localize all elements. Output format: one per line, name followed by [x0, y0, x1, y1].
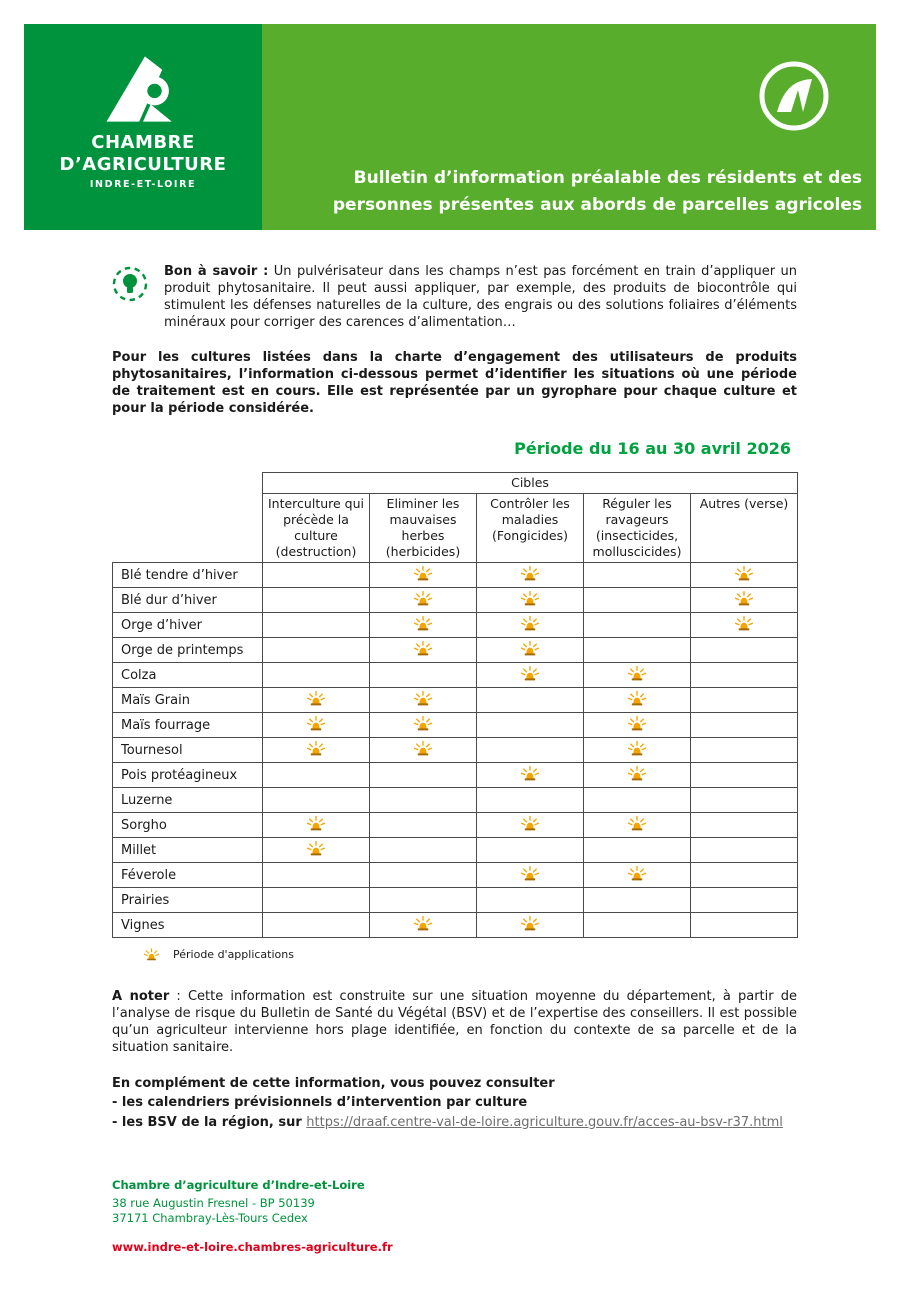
culture-name: Pois protéagineux	[113, 763, 263, 788]
gyrophare-icon	[307, 741, 325, 756]
gyrophare-icon	[735, 566, 753, 581]
gyrophare-icon	[628, 666, 646, 681]
complement-line2-prefix: - les BSV de la région, sur	[112, 1114, 307, 1130]
empty-cell	[263, 588, 370, 613]
empty-cell	[477, 688, 584, 713]
gyrophare-icon	[521, 816, 539, 831]
culture-name: Féverole	[113, 863, 263, 888]
gyrophare-icon	[414, 641, 432, 656]
footer-address1: 38 rue Augustin Fresnel - BP 50139	[112, 1195, 315, 1210]
culture-name: Blé tendre d’hiver	[113, 563, 263, 588]
gyrophare-icon	[414, 691, 432, 706]
empty-cell	[263, 563, 370, 588]
bsv-link[interactable]: https://draaf.centre-val-de-loire.agriculture.gouv.fr/acces-au-bsv-r37.html	[306, 1114, 783, 1130]
gyrophare-cell	[477, 638, 584, 663]
blank-corner-cell	[113, 473, 263, 494]
empty-cell	[263, 863, 370, 888]
gyrophare-cell	[477, 913, 584, 938]
gyrophare-cell	[477, 813, 584, 838]
brand-block	[24, 24, 262, 230]
table-row	[113, 688, 798, 713]
empty-cell	[263, 638, 370, 663]
gyrophare-cell	[477, 588, 584, 613]
cibles-header: Cibles	[263, 473, 798, 494]
empty-cell	[263, 888, 370, 913]
spray-badge-icon	[758, 60, 830, 132]
gyrophare-cell	[584, 713, 691, 738]
gyrophare-cell	[370, 638, 477, 663]
gyrophare-cell	[584, 688, 691, 713]
gyrophare-icon	[521, 591, 539, 606]
culture-name: Millet	[113, 838, 263, 863]
column-header: Réguler les ravageurs (insecticides, molluscicides)	[584, 494, 691, 563]
gyrophare-icon	[414, 741, 432, 756]
org-name-line1: CHAMBRE	[91, 132, 195, 153]
gyrophare-icon	[735, 591, 753, 606]
empty-cell	[370, 763, 477, 788]
empty-cell	[477, 713, 584, 738]
bon-a-savoir-paragraph	[164, 264, 797, 332]
note-text: : Cette information est construite sur une situation moyenne du département, à partir de l’analyse de risque du Bulletin de Santé du Végétal (BSV) et de l’expertise des conseillers. Il est possible qu’un agriculteur intervienne hors plage identifiée, en fonction du contexte de sa parcelle et de la situation sanitaire.	[112, 989, 798, 1055]
footer-address2: 37171 Chambray-Lès-Tours Cedex	[112, 1211, 308, 1226]
empty-cell	[370, 663, 477, 688]
empty-cell	[691, 788, 798, 813]
gyrophare-cell	[584, 763, 691, 788]
table-row	[113, 588, 798, 613]
gyrophare-cell	[477, 663, 584, 688]
gyrophare-icon	[414, 566, 432, 581]
empty-cell	[691, 863, 798, 888]
bulletin-title	[302, 165, 862, 218]
empty-cell	[691, 888, 798, 913]
gyrophare-cell	[691, 613, 798, 638]
complement-line2	[112, 1113, 797, 1133]
header-banner	[262, 24, 876, 230]
gyrophare-icon	[521, 641, 539, 656]
org-region: INDRE-ET-LOIRE	[89, 179, 197, 191]
legend-gyrophare-icon	[144, 948, 159, 961]
culture-name: Maïs Grain	[113, 688, 263, 713]
gyrophare-icon	[307, 691, 325, 706]
gyrophare-icon	[521, 866, 539, 881]
empty-cell	[691, 713, 798, 738]
gyrophare-icon	[414, 591, 432, 606]
gyrophare-icon	[735, 616, 753, 631]
gyrophare-icon	[307, 716, 325, 731]
empty-cell	[691, 913, 798, 938]
table-row	[113, 663, 798, 688]
gyrophare-cell	[263, 738, 370, 763]
bulletin-title-line2: personnes présentes aux abords de parcelles agricoles	[332, 194, 862, 215]
cibles-header-row	[113, 473, 798, 494]
culture-name: Prairies	[113, 888, 263, 913]
gyrophare-cell	[370, 563, 477, 588]
gyrophare-icon	[628, 691, 646, 706]
empty-cell	[691, 738, 798, 763]
gyrophare-cell	[263, 813, 370, 838]
content	[112, 264, 797, 1132]
empty-cell	[370, 863, 477, 888]
gyrophare-icon	[414, 616, 432, 631]
chambre-agriculture-logo-icon	[95, 50, 191, 128]
gyrophare-icon	[628, 766, 646, 781]
table-row	[113, 563, 798, 588]
complement-line1: - les calendriers prévisionnels d’intervention par culture	[112, 1095, 528, 1111]
note-paragraph	[112, 989, 797, 1057]
page-header	[24, 24, 876, 230]
empty-cell	[691, 663, 798, 688]
empty-cell	[584, 913, 691, 938]
gyrophare-icon	[414, 716, 432, 731]
gyrophare-icon	[521, 666, 539, 681]
empty-cell	[691, 763, 798, 788]
gyrophare-cell	[370, 713, 477, 738]
empty-cell	[477, 738, 584, 763]
culture-name: Blé dur d’hiver	[113, 588, 263, 613]
table-row	[113, 638, 798, 663]
gyrophare-cell	[584, 738, 691, 763]
table-row	[113, 888, 798, 913]
org-name-line2: D’AGRICULTURE	[59, 153, 227, 175]
gyrophare-cell	[584, 863, 691, 888]
empty-cell	[691, 688, 798, 713]
period-heading: Période du 16 au 30 avril 2026	[514, 439, 791, 459]
gyrophare-icon	[521, 566, 539, 581]
empty-cell	[370, 788, 477, 813]
culture-name: Tournesol	[113, 738, 263, 763]
gyrophare-cell	[263, 688, 370, 713]
gyrophare-cell	[691, 588, 798, 613]
treatment-table	[112, 472, 798, 938]
empty-cell	[691, 813, 798, 838]
gyrophare-icon	[521, 616, 539, 631]
table-row	[113, 813, 798, 838]
complement-section	[112, 1074, 797, 1133]
gyrophare-cell	[370, 913, 477, 938]
gyrophare-cell	[477, 613, 584, 638]
gyrophare-icon	[307, 841, 325, 856]
empty-cell	[584, 788, 691, 813]
table-row	[113, 713, 798, 738]
lightbulb-icon	[112, 264, 164, 332]
empty-cell	[584, 613, 691, 638]
table-row	[113, 913, 798, 938]
column-header: Eliminer les mauvaises herbes (herbicides)	[370, 494, 477, 563]
gyrophare-cell	[477, 563, 584, 588]
note-label: A noter	[112, 989, 170, 1005]
empty-cell	[263, 613, 370, 638]
gyrophare-cell	[370, 613, 477, 638]
table-row	[113, 863, 798, 888]
table-row	[113, 838, 798, 863]
charte-paragraph: Pour les cultures listées dans la charte d’engagement des utilisateurs de produits phytosanitaires, l’information ci-dessous permet d’identifier les situations où une période de traitement est en cours. Elle est représentée par un gyrophare pour chaque culture et pour la période considérée.	[112, 349, 797, 417]
gyrophare-icon	[414, 916, 432, 931]
culture-name: Orge de printemps	[113, 638, 263, 663]
empty-cell	[584, 638, 691, 663]
gyrophare-icon	[628, 866, 646, 881]
empty-cell	[691, 838, 798, 863]
column-header: Interculture qui précède la culture (destruction)	[263, 494, 370, 563]
gyrophare-icon	[521, 766, 539, 781]
bulletin-title-line1: Bulletin d’information préalable des résidents et des	[353, 168, 862, 189]
culture-name: Sorgho	[113, 813, 263, 838]
gyrophare-icon	[307, 816, 325, 831]
gyrophare-cell	[584, 813, 691, 838]
culture-name: Luzerne	[113, 788, 263, 813]
culture-name: Orge d’hiver	[113, 613, 263, 638]
table-row	[113, 788, 798, 813]
table-row	[113, 738, 798, 763]
empty-cell	[370, 838, 477, 863]
empty-cell	[477, 888, 584, 913]
blank-corner-cell	[113, 494, 263, 563]
bon-a-savoir-label: Bon à savoir :	[164, 264, 269, 279]
gyrophare-icon	[628, 816, 646, 831]
footer-org-name: Chambre d’agriculture d’Indre-et-Loire	[112, 1178, 365, 1193]
gyrophare-cell	[263, 838, 370, 863]
gyrophare-cell	[477, 763, 584, 788]
empty-cell	[584, 588, 691, 613]
empty-cell	[263, 913, 370, 938]
bon-a-savoir-section	[112, 264, 797, 332]
culture-name: Colza	[113, 663, 263, 688]
culture-name: Maïs fourrage	[113, 713, 263, 738]
legend-label: Période d'applications	[173, 948, 294, 962]
empty-cell	[477, 788, 584, 813]
gyrophare-cell	[263, 713, 370, 738]
empty-cell	[477, 838, 584, 863]
empty-cell	[263, 763, 370, 788]
bon-a-savoir-text: Un pulvérisateur dans les champs n’est pas forcément en train d’appliquer un produit phytosanitaire. Il peut aussi appliquer, par exemple, des produits de biocontrôle qui stimulent les défenses naturelles de la culture, des engrais ou des solutions foliaires d’éléments minéraux pour corriger des carences d’alimentation…	[164, 264, 797, 330]
legend	[144, 948, 797, 961]
empty-cell	[263, 788, 370, 813]
table-row	[113, 763, 798, 788]
gyrophare-cell	[370, 688, 477, 713]
gyrophare-cell	[584, 663, 691, 688]
gyrophare-cell	[691, 563, 798, 588]
table-row	[113, 613, 798, 638]
empty-cell	[584, 888, 691, 913]
table-body	[113, 563, 798, 938]
gyrophare-cell	[370, 738, 477, 763]
empty-cell	[584, 563, 691, 588]
empty-cell	[370, 888, 477, 913]
gyrophare-cell	[477, 863, 584, 888]
column-header: Contrôler les maladies (Fongicides)	[477, 494, 584, 563]
empty-cell	[691, 638, 798, 663]
gyrophare-cell	[370, 588, 477, 613]
empty-cell	[370, 813, 477, 838]
page-footer	[112, 1178, 900, 1255]
complement-heading: En complément de cette information, vous pouvez consulter	[112, 1075, 555, 1091]
gyrophare-icon	[521, 916, 539, 931]
culture-name: Vignes	[113, 913, 263, 938]
gyrophare-icon	[628, 716, 646, 731]
column-header-row	[113, 494, 798, 563]
footer-website: www.indre-et-loire.chambres-agriculture.fr	[112, 1239, 393, 1254]
empty-cell	[584, 838, 691, 863]
column-header: Autres (verse)	[691, 494, 798, 563]
empty-cell	[263, 663, 370, 688]
gyrophare-icon	[628, 741, 646, 756]
